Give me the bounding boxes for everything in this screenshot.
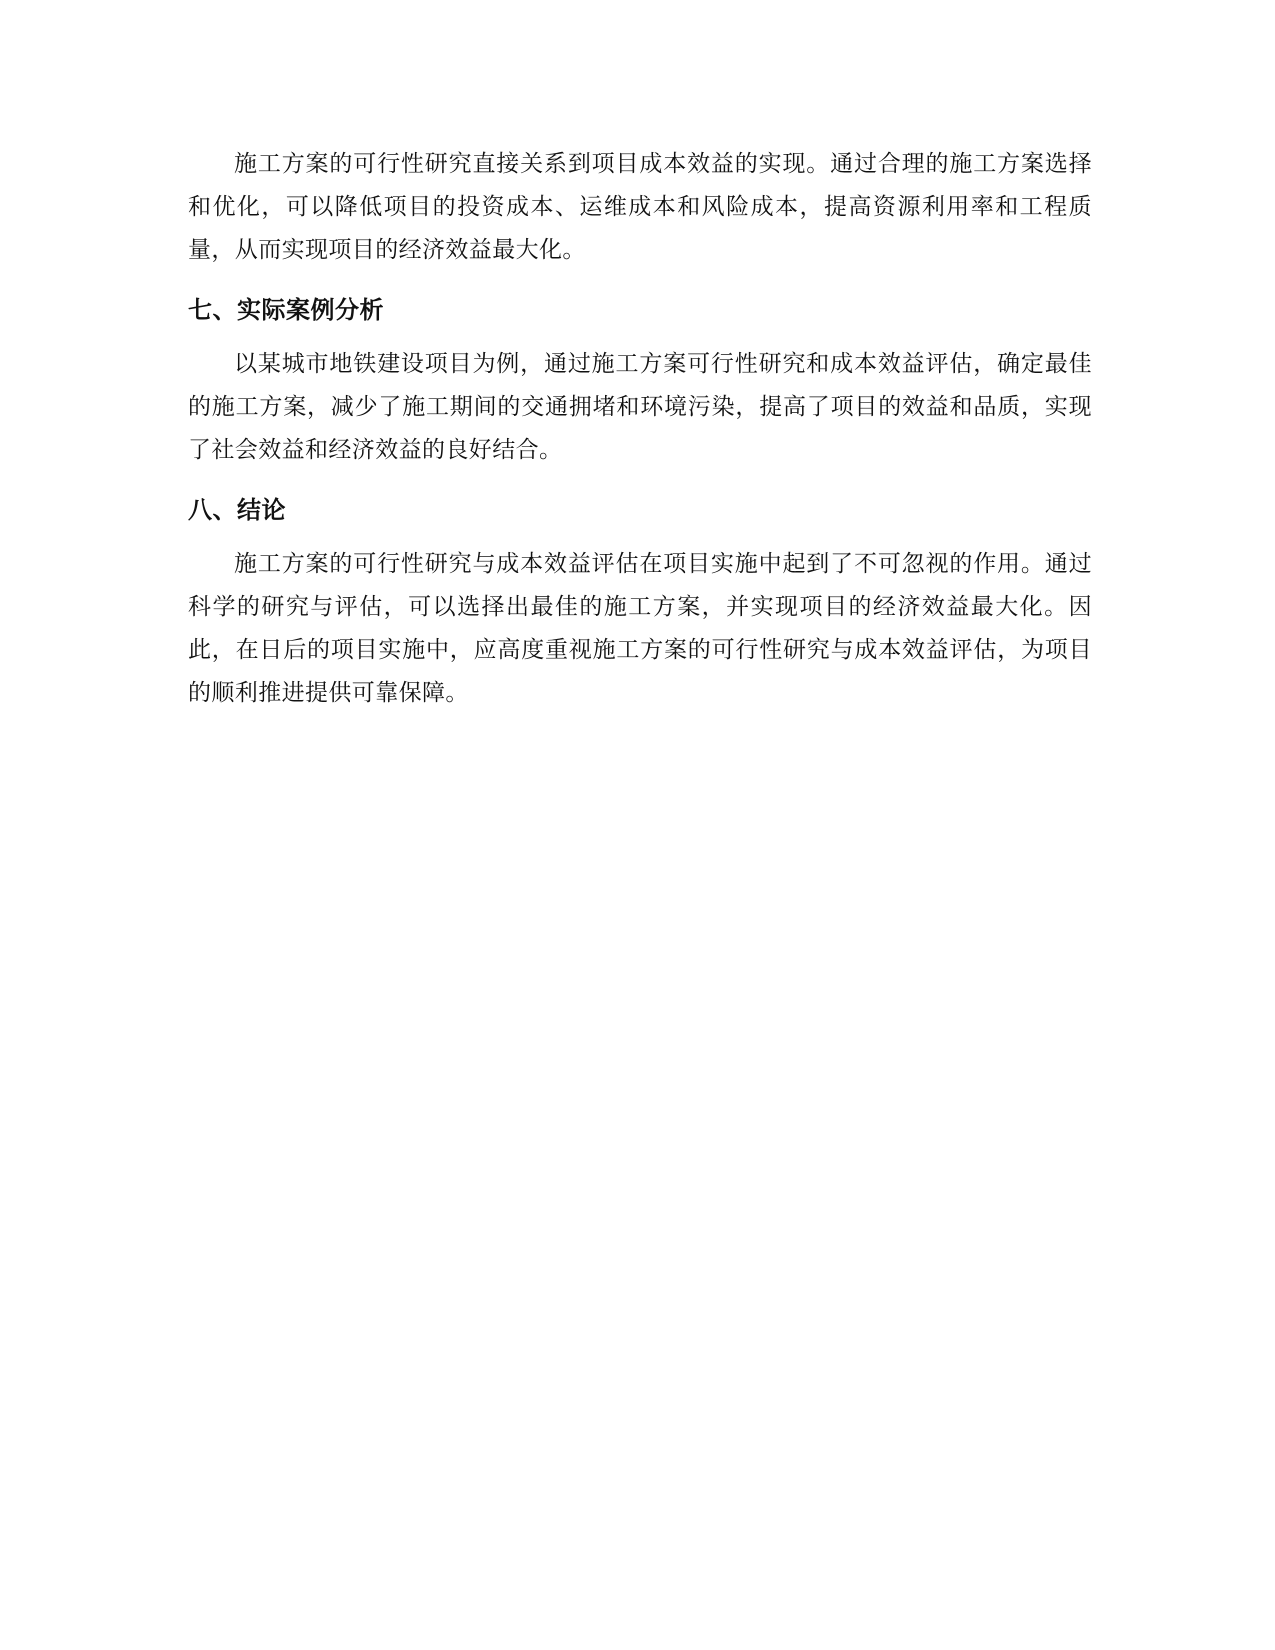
- section-heading-conclusion: 八、结论: [188, 496, 286, 524]
- conclusion-paragraph: 施工方案的可行性研究与成本效益评估在项目实施中起到了不可忽视的作用。通过科学的研究与评估，可以选择出最佳的施工方案，并实现项目的经济效益最大化。因此，在日后的项目实施中，应高度重视施工方案的可行性研究与成本效益评估，为项目的顺利推进提供可靠保障。: [188, 551, 1092, 706]
- case-study-paragraph: 以某城市地铁建设项目为例，通过施工方案可行性研究和成本效益评估，确定最佳的施工方案，减少了施工期间的交通拥堵和环境污染，提高了项目的效益和品质，实现了社会效益和经济效益的良好结合。: [188, 351, 1092, 463]
- section-heading-case-study: 七、实际案例分析: [188, 296, 384, 324]
- document-body: [188, 143, 1092, 715]
- intro-paragraph: 施工方案的可行性研究直接关系到项目成本效益的实现。通过合理的施工方案选择和优化，可以降低项目的投资成本、运维成本和风险成本，提高资源利用率和工程质量，从而实现项目的经济效益最大化。: [188, 151, 1092, 263]
